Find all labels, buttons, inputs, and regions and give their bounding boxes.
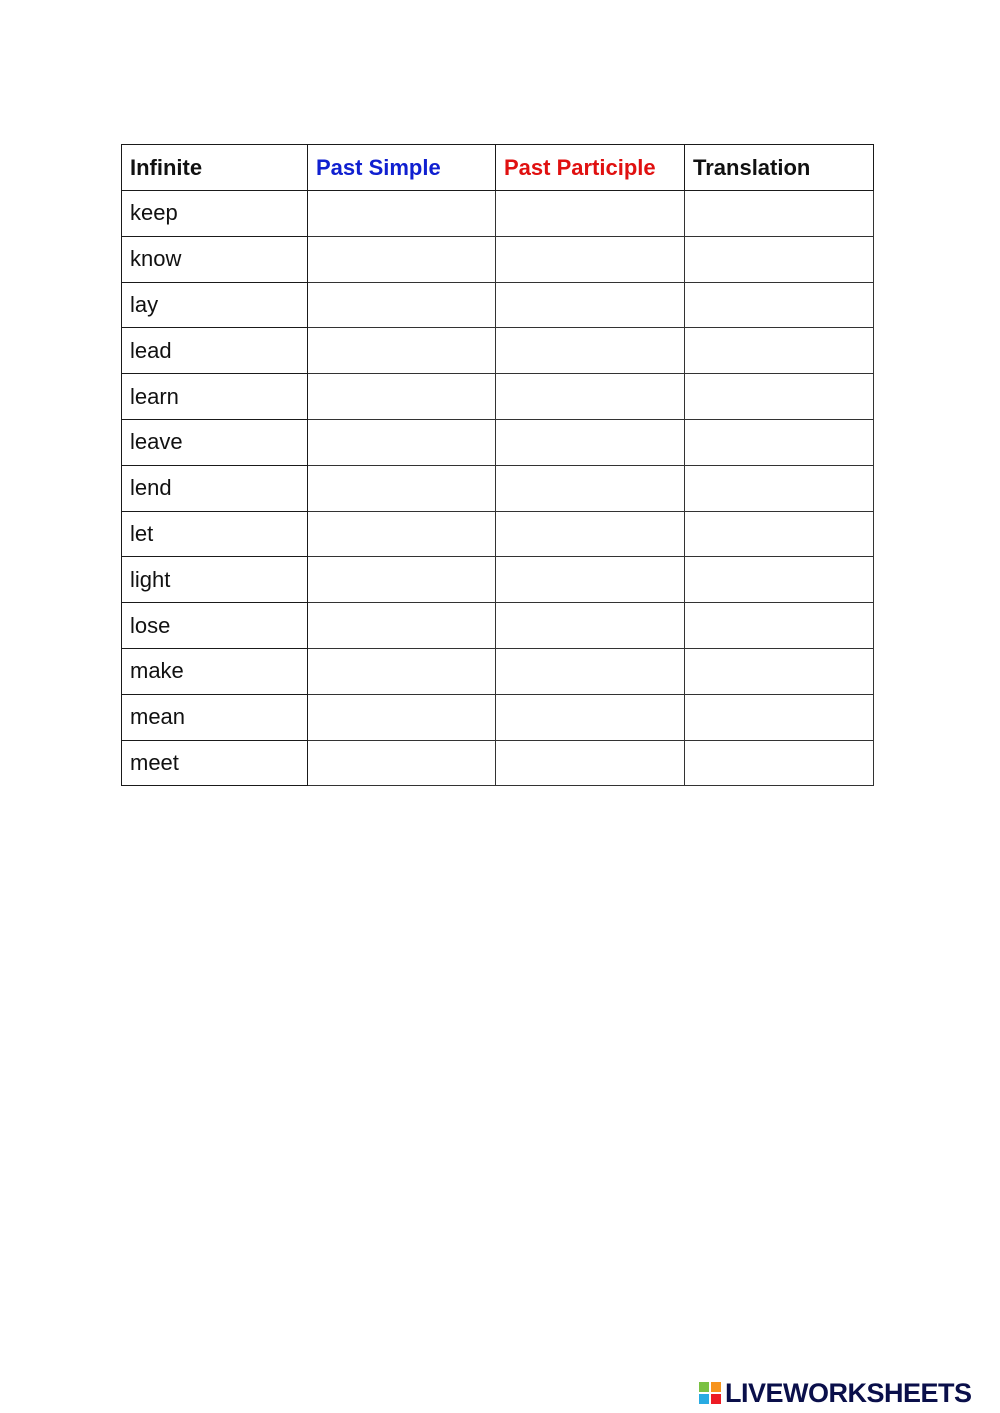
past-participle-answer[interactable] [496,511,685,557]
logo-square-orange [710,1381,722,1393]
header-row [122,145,874,191]
infinitive-cell: lose [122,603,308,649]
translation-answer[interactable] [685,465,874,511]
past-simple-answer[interactable] [308,419,496,465]
table-row [122,511,874,557]
past-participle-answer[interactable] [496,740,685,786]
past-participle-answer[interactable] [496,191,685,237]
infinitive-cell: leave [122,419,308,465]
table-row [122,648,874,694]
past-participle-answer[interactable] [496,648,685,694]
table-row [122,465,874,511]
header-past-participle: Past Participle [496,145,685,191]
translation-answer[interactable] [685,694,874,740]
table-row [122,603,874,649]
infinitive-cell: know [122,236,308,282]
translation-answer[interactable] [685,511,874,557]
translation-answer[interactable] [685,282,874,328]
logo-mark-icon [698,1381,722,1405]
infinitive-cell: let [122,511,308,557]
table-row [122,374,874,420]
past-participle-answer[interactable] [496,465,685,511]
infinitive-cell: keep [122,191,308,237]
translation-answer[interactable] [685,374,874,420]
table-row [122,191,874,237]
past-participle-answer[interactable] [496,282,685,328]
past-simple-answer[interactable] [308,236,496,282]
past-simple-answer[interactable] [308,282,496,328]
past-simple-answer[interactable] [308,603,496,649]
infinitive-cell: learn [122,374,308,420]
infinitive-cell: light [122,557,308,603]
translation-answer[interactable] [685,328,874,374]
infinitive-cell: lay [122,282,308,328]
logo-square-blue [698,1393,710,1405]
translation-answer[interactable] [685,557,874,603]
past-simple-answer[interactable] [308,465,496,511]
header-infinite: Infinite [122,145,308,191]
past-simple-answer[interactable] [308,740,496,786]
infinitive-cell: make [122,648,308,694]
header-translation: Translation [685,145,874,191]
table-row [122,740,874,786]
translation-answer[interactable] [685,236,874,282]
verb-table [121,144,874,786]
translation-answer[interactable] [685,648,874,694]
infinitive-cell: lend [122,465,308,511]
table-row [122,236,874,282]
logo-square-red [710,1393,722,1405]
past-participle-answer[interactable] [496,328,685,374]
table-row [122,557,874,603]
past-simple-answer[interactable] [308,191,496,237]
table-row [122,282,874,328]
past-participle-answer[interactable] [496,557,685,603]
past-participle-answer[interactable] [496,603,685,649]
translation-answer[interactable] [685,419,874,465]
past-participle-answer[interactable] [496,694,685,740]
past-participle-answer[interactable] [496,236,685,282]
past-simple-answer[interactable] [308,511,496,557]
logo-square-green [698,1381,710,1393]
past-simple-answer[interactable] [308,694,496,740]
logo-text: LIVEWORKSHEETS [725,1377,972,1408]
infinitive-cell: meet [122,740,308,786]
translation-answer[interactable] [685,603,874,649]
infinitive-cell: mean [122,694,308,740]
translation-answer[interactable] [685,740,874,786]
infinitive-cell: lead [122,328,308,374]
liveworksheets-logo [698,1378,972,1408]
past-participle-answer[interactable] [496,374,685,420]
past-simple-answer[interactable] [308,648,496,694]
past-simple-answer[interactable] [308,557,496,603]
table-row [122,328,874,374]
past-simple-answer[interactable] [308,374,496,420]
past-simple-answer[interactable] [308,328,496,374]
header-past-simple: Past Simple [308,145,496,191]
table-row [122,694,874,740]
table-row [122,419,874,465]
past-participle-answer[interactable] [496,419,685,465]
translation-answer[interactable] [685,191,874,237]
